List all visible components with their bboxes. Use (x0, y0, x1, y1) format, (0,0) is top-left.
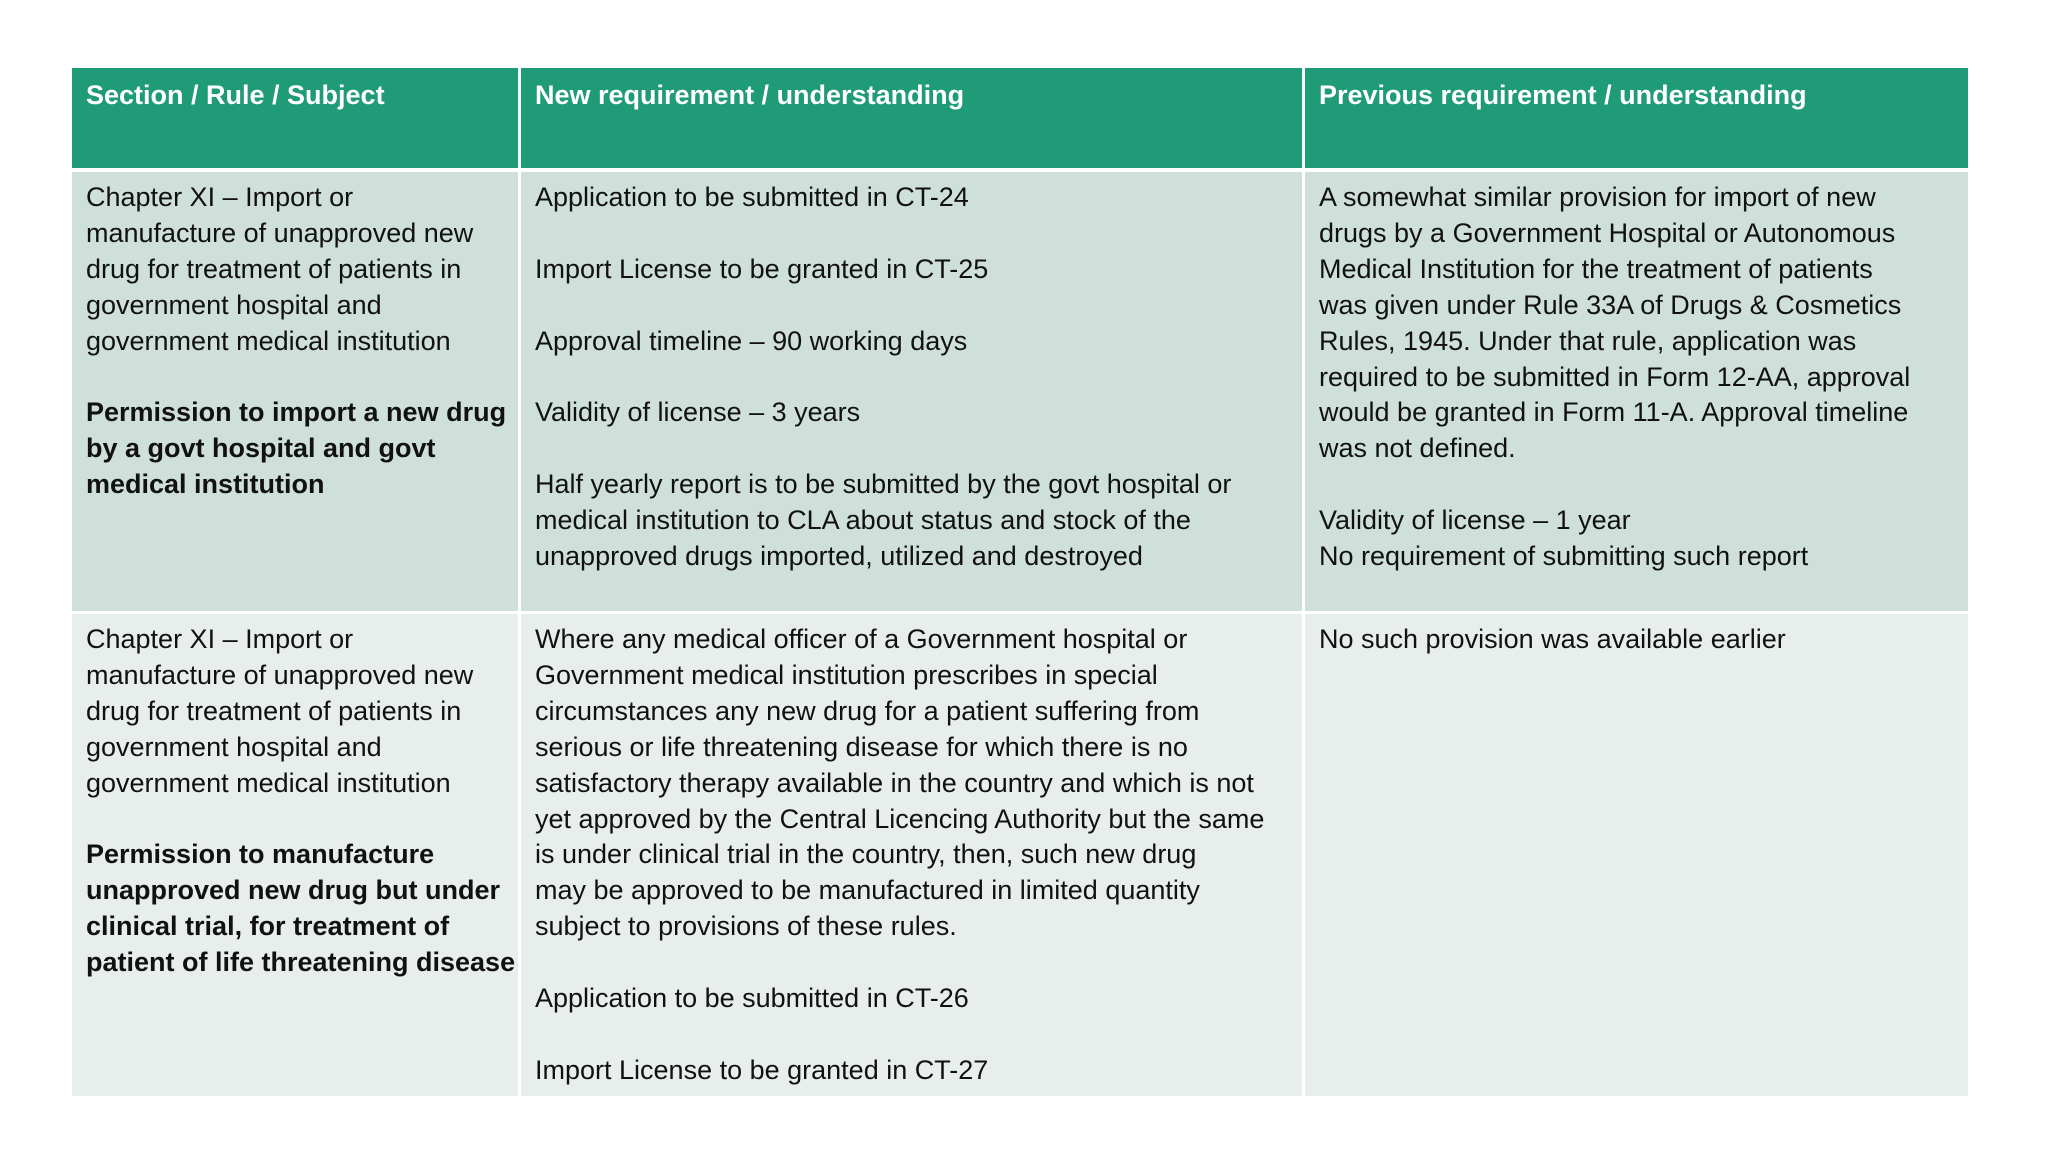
subject-bold-text: Permission to manufacture (86, 839, 435, 870)
new-requirement-text: Half yearly report is to be submitted by the govt hospital or (535, 469, 1232, 500)
subject-text: manufacture of unapproved new (86, 217, 474, 248)
spacer (535, 360, 1288, 396)
new-requirement-text: Import License to be granted in CT-25 (535, 253, 989, 284)
subject-text: government hospital and (86, 731, 382, 762)
new-requirement-text: satisfactory therapy available in the country and which is not (535, 767, 1254, 798)
subject-text: drug for treatment of patients in (86, 253, 462, 284)
new-requirement-text: Validity of license – 3 years (535, 397, 861, 428)
spacer (535, 1017, 1288, 1053)
previous-requirement-text: A somewhat similar provision for import of new (1319, 182, 1876, 212)
subject-text: government medical institution (86, 325, 451, 356)
subject-bold-text: by a govt hospital and govt (86, 433, 436, 464)
new-requirement-cell (518, 172, 1302, 614)
new-requirement-text: Approval timeline – 90 working days (535, 325, 968, 356)
new-requirement-text: is under clinical trial in the country, then, such new drug (535, 839, 1197, 870)
comparison-table (72, 68, 1968, 1096)
subject-text: Chapter XI – Import or (86, 182, 354, 212)
new-requirement-text: Where any medical officer of a Government hospital or (535, 624, 1188, 654)
subject-text: government medical institution (86, 767, 451, 798)
table-row (72, 172, 1968, 614)
previous-requirement-cell (1302, 172, 1968, 614)
subject-bold-text: unapproved new drug but under (86, 875, 500, 906)
previous-requirement-text: was not defined. (1319, 433, 1516, 464)
previous-requirement-text: required to be submitted in Form 12-AA, approval (1319, 361, 1911, 392)
subject-cell (72, 172, 518, 614)
header-row (72, 68, 1968, 172)
new-requirement-text: circumstances any new drug for a patient suffering from (535, 695, 1200, 726)
subject-bold-text: Permission to import a new drug (86, 397, 507, 428)
subject-text: government hospital and (86, 289, 382, 320)
new-requirement-text: subject to provisions of these rules. (535, 911, 957, 942)
subject-text: manufacture of unapproved new (86, 659, 474, 690)
subject-bold-text: patient of life threatening disease (86, 947, 516, 978)
new-requirement-text: unapproved drugs imported, utilized and destroyed (535, 541, 1143, 571)
previous-requirement-text: was given under Rule 33A of Drugs & Cosmetics (1319, 289, 1902, 320)
header-new-requirement: New requirement / understanding (518, 68, 1302, 172)
spacer (535, 431, 1288, 467)
subject-bold-text: medical institution (86, 469, 325, 500)
spacer (535, 288, 1288, 324)
new-requirement-text: Import License to be granted in CT-27 (535, 1054, 989, 1085)
table-row (72, 614, 1968, 1096)
previous-requirement-text: No requirement of submitting such report (1319, 541, 1809, 572)
previous-requirement-text: Medical Institution for the treatment of patients (1319, 253, 1873, 284)
spacer (86, 802, 504, 838)
subject-cell (72, 614, 518, 1096)
new-requirement-text: Application to be submitted in CT-26 (535, 983, 969, 1014)
header-section-rule-subject: Section / Rule / Subject (72, 68, 518, 172)
subject-bold-text: clinical trial, for treatment of (86, 911, 450, 942)
previous-requirement-text: No such provision was available earlier (1319, 624, 1786, 654)
subject-text: Chapter XI – Import or (86, 624, 354, 654)
new-requirement-text: medical institution to CLA about status and stock of the (535, 505, 1191, 536)
new-requirement-text: serious or life threatening disease for which there is no (535, 731, 1188, 762)
new-requirement-text: may be approved to be manufactured in limited quantity (535, 875, 1200, 906)
previous-requirement-cell (1302, 614, 1968, 1096)
subject-text: drug for treatment of patients in (86, 695, 462, 726)
new-requirement-text: Government medical institution prescribes in special (535, 659, 1158, 690)
previous-requirement-text: would be granted in Form 11-A. Approval timeline (1319, 397, 1909, 428)
header-previous-requirement: Previous requirement / understanding (1302, 68, 1968, 172)
spacer (535, 216, 1288, 252)
new-requirement-cell (518, 614, 1302, 1096)
previous-requirement-text: Rules, 1945. Under that rule, application was (1319, 325, 1857, 356)
spacer (1319, 467, 1954, 503)
previous-requirement-text: drugs by a Government Hospital or Autonomous (1319, 217, 1896, 248)
previous-requirement-text: Validity of license – 1 year (1319, 505, 1631, 536)
spacer (86, 360, 504, 396)
spacer (535, 945, 1288, 981)
new-requirement-text: yet approved by the Central Licencing Authority but the same (535, 803, 1265, 834)
new-requirement-text: Application to be submitted in CT-24 (535, 182, 969, 212)
